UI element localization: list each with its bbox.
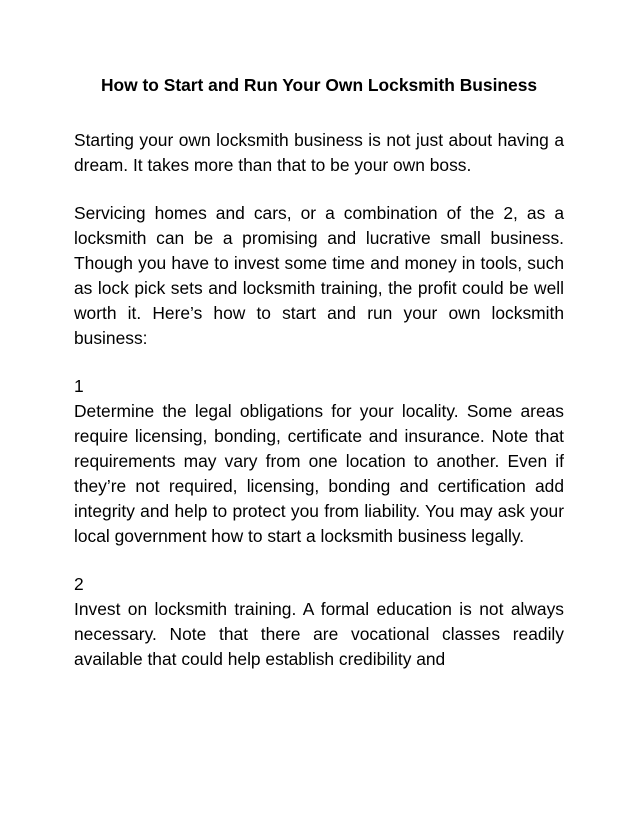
- step-number: 1: [74, 376, 84, 396]
- intro-paragraph: Starting your own locksmith business is not just about having a dream. It takes more than that to be your own boss.: [74, 130, 564, 175]
- step-2: [74, 572, 564, 672]
- step-text: Invest on locksmith training. A formal education is not always necessary. Note that there are vocational classes readily available that could help establish credibility and: [74, 599, 564, 669]
- step-1: [74, 374, 564, 549]
- step-number: 2: [74, 574, 84, 594]
- document-body: [74, 72, 564, 695]
- document-title: How to Start and Run Your Own Locksmith Business: [100, 75, 538, 95]
- overview-paragraph: Servicing homes and cars, or a combination of the 2, as a locksmith can be a promising and lucrative small business. Though you have to invest some time and money in tools, such as lock pick sets and locksmith training, the profit could be well worth it. Here’s how to start and run your own locksmith business:: [74, 203, 564, 348]
- step-text: Determine the legal obligations for your locality. Some areas require licensing, bonding, certificate and insurance. Note that requirements may vary from one location to another. Even if they’re not required, licensing, bonding and certification add integrity and help to protect you from liability. You may ask your local government how to start a locksmith business legally.: [74, 401, 564, 546]
